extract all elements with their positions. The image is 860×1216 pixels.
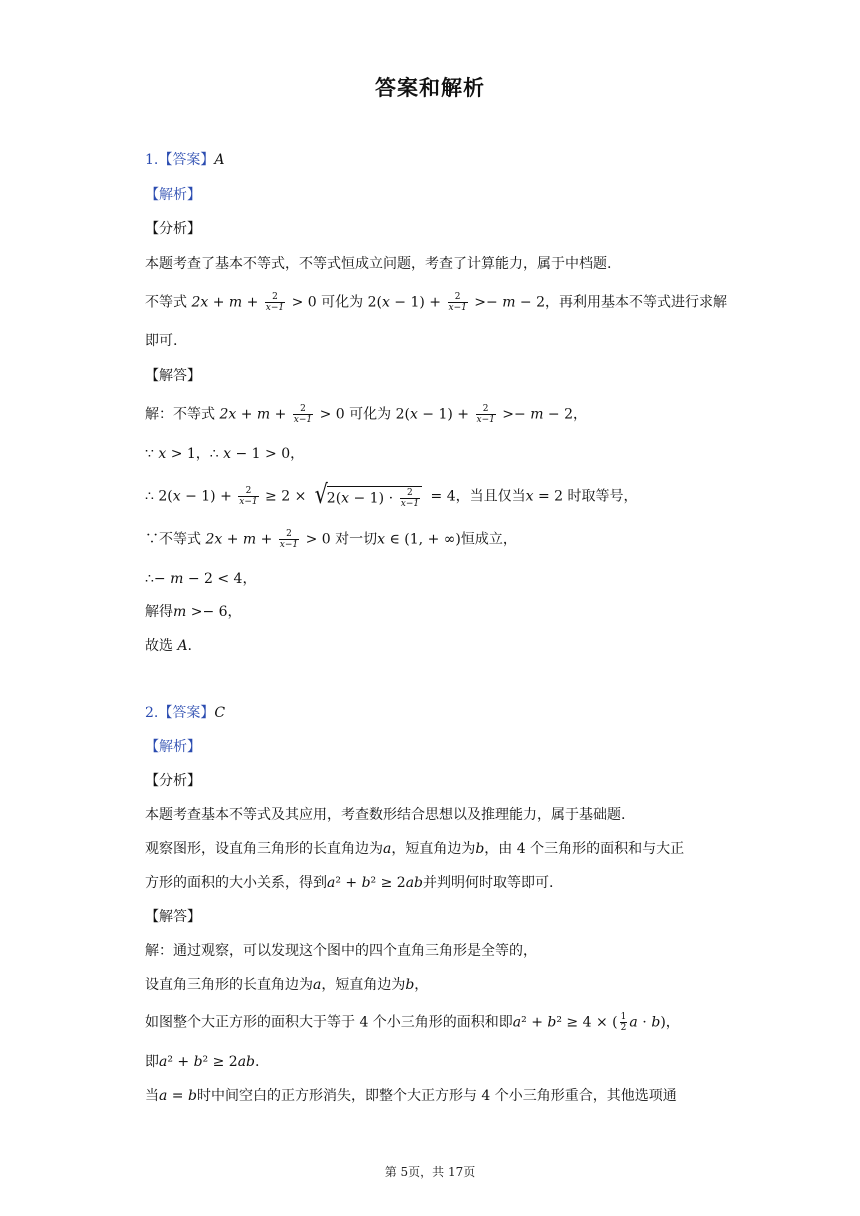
fraction — [448, 292, 468, 313]
solution-text: 𝑎 ⋅ 𝑏)， — [629, 1014, 680, 1031]
fraction-denominator: 𝑥−1 — [265, 303, 285, 313]
q2-jieda-label: 【解答】 — [145, 909, 201, 925]
solution-text: 可化为 — [344, 406, 396, 423]
math-expr: 𝑥 ∈ (1, + ∞) — [377, 531, 461, 548]
fraction — [293, 404, 313, 425]
q1-solution-line-3 — [145, 480, 725, 510]
q1-answer: A — [214, 152, 225, 168]
fraction-denominator: 2 — [620, 1023, 627, 1033]
fraction — [265, 292, 285, 313]
q1-solution-line-7: 故选 𝐴. — [145, 638, 193, 654]
math-expr: = 4 — [426, 488, 456, 505]
q1-analysis-line-2: 即可. — [145, 333, 178, 349]
fraction-numerator: 2 — [400, 488, 420, 499]
q2-answer-label: 【答案】 — [158, 705, 215, 721]
q2-solution-line-2: 设直角三角形的长直角边为𝑎，短直角边为𝑏， — [145, 977, 429, 993]
fraction-numerator: 1 — [620, 1012, 627, 1022]
fraction — [279, 529, 299, 550]
q1-answer-line — [145, 150, 725, 170]
q2-number: 2. — [145, 705, 159, 721]
q2-solution-line-1: 解：通过观察，可以发现这个图中的四个直角三角形是全等的， — [145, 943, 537, 959]
q2-solution-line-5: 当𝑎 = 𝑏时中间空白的正方形消失，即整个大正方形与 4 个小三角形重合，其他选项通 — [145, 1088, 677, 1104]
math-expr: 𝑥 = 2 — [525, 488, 564, 505]
square-root — [313, 480, 426, 510]
solution-text: 时取等号， — [563, 488, 638, 505]
q2-fenxi-label: 【分析】 — [145, 773, 201, 789]
fraction — [400, 488, 420, 509]
q2-fenxi-text: 本题考查基本不等式及其应用，考查数形结合思想以及推理能力，属于基础题. — [145, 807, 626, 823]
fraction-numerator: 2 — [279, 529, 299, 540]
math-expr: > 0 — [287, 294, 317, 311]
q1-fenxi-text: 本题考查了基本不等式，不等式恒成立问题，考查了计算能力，属于中档题. — [145, 256, 612, 272]
fraction — [238, 486, 258, 507]
radical-sign-icon: √ — [314, 480, 328, 510]
q2-answer: C — [214, 705, 226, 721]
q2-observation-line-2: 方形的面积的大小关系，得到𝑎² + 𝑏² ≥ 2𝑎𝑏并判明何时取等即可. — [145, 875, 554, 891]
solution-text: 对一切 — [330, 531, 378, 548]
fraction — [476, 404, 496, 425]
math-expr: 2(𝑥 − 1) + — [395, 406, 474, 423]
math-expr: ≥ 2 × — [260, 488, 311, 505]
q1-solution-line-1 — [145, 404, 725, 425]
q2-jiexi-label: 【解析】 — [145, 739, 201, 755]
q1-analysis-line — [145, 292, 728, 313]
fraction-numerator: 2 — [293, 404, 313, 415]
q1-jiexi-label: 【解析】 — [145, 187, 201, 203]
math-expr: 2𝑥 + 𝑚 + — [205, 531, 277, 548]
q1-analysis-text: ，再利用基本不等式进行求解 — [545, 294, 728, 311]
fraction-numerator: 2 — [476, 404, 496, 415]
q1-solution-line-4 — [145, 529, 725, 550]
fraction-numerator: 2 — [448, 292, 468, 303]
q1-solution-line-5: ∴− 𝑚 − 2 < 4， — [145, 571, 257, 587]
q2-solution-line-3 — [145, 1012, 725, 1033]
math-expr: ∴ 2(𝑥 − 1) + — [145, 488, 237, 505]
math-expr: 2𝑥 + 𝑚 + — [191, 294, 263, 311]
math-expr: > 0 — [315, 406, 345, 423]
math-expr: > 0 — [301, 531, 331, 548]
math-expr: 2(𝑥 − 1) + — [367, 294, 446, 311]
fraction-half — [620, 1012, 628, 1033]
page-footer: 第 5页，共 17页 — [384, 1165, 476, 1179]
q2-observation-line-1: 观察图形，设直角三角形的长直角边为𝑎，短直角边为𝑏，由 4 个三角形的面积和与大正 — [145, 841, 685, 857]
radicand — [327, 486, 422, 509]
solution-text: 恒成立， — [460, 531, 517, 548]
fraction-denominator: 𝑥−1 — [476, 415, 495, 425]
fraction-numerator: 2 — [238, 486, 258, 497]
math-expr: 2𝑥 + 𝑚 + — [219, 406, 291, 423]
page-title: 答案和解析 — [375, 76, 485, 100]
solution-text: ， — [573, 406, 588, 423]
q1-analysis-text: 不等式 — [145, 294, 192, 311]
fraction-denominator: 𝑥−1 — [400, 499, 420, 509]
fraction-numerator: 2 — [265, 292, 285, 303]
fraction-denominator: 𝑥−1 — [448, 303, 467, 313]
solution-text: 解：不等式 — [145, 406, 220, 423]
math-expr: 2(𝑥 − 1) ⋅ — [326, 490, 398, 507]
solution-text: 如图整个大正方形的面积大于等于 4 个小三角形的面积和即𝑎² + 𝑏² ≥ 4 × ( — [145, 1014, 618, 1031]
fraction-denominator: 𝑥−1 — [293, 415, 313, 425]
q1-fenxi-label: 【分析】 — [145, 221, 201, 237]
fraction-denominator: 𝑥−1 — [239, 497, 258, 507]
solution-text: ，当且仅当 — [455, 488, 526, 505]
q1-solution-line-2: ∵ 𝑥 > 1，∴ 𝑥 − 1 > 0， — [145, 446, 305, 462]
q1-number: 1. — [145, 152, 159, 168]
math-expr: >− 𝑚 − 2 — [497, 406, 574, 423]
q2-answer-line — [145, 703, 725, 723]
q1-answer-label: 【答案】 — [158, 152, 215, 168]
q1-analysis-text: 可化为 — [316, 294, 368, 311]
q1-jieda-label: 【解答】 — [145, 368, 201, 384]
q2-solution-line-4: 即𝑎² + 𝑏² ≥ 2𝑎𝑏. — [145, 1054, 260, 1070]
fraction-denominator: 𝑥−1 — [279, 540, 299, 550]
math-expr: >− 𝑚 − 2 — [469, 294, 546, 311]
solution-text: ∵不等式 — [145, 531, 206, 548]
q1-solution-line-6: 解得𝑚 >− 6， — [145, 604, 242, 620]
